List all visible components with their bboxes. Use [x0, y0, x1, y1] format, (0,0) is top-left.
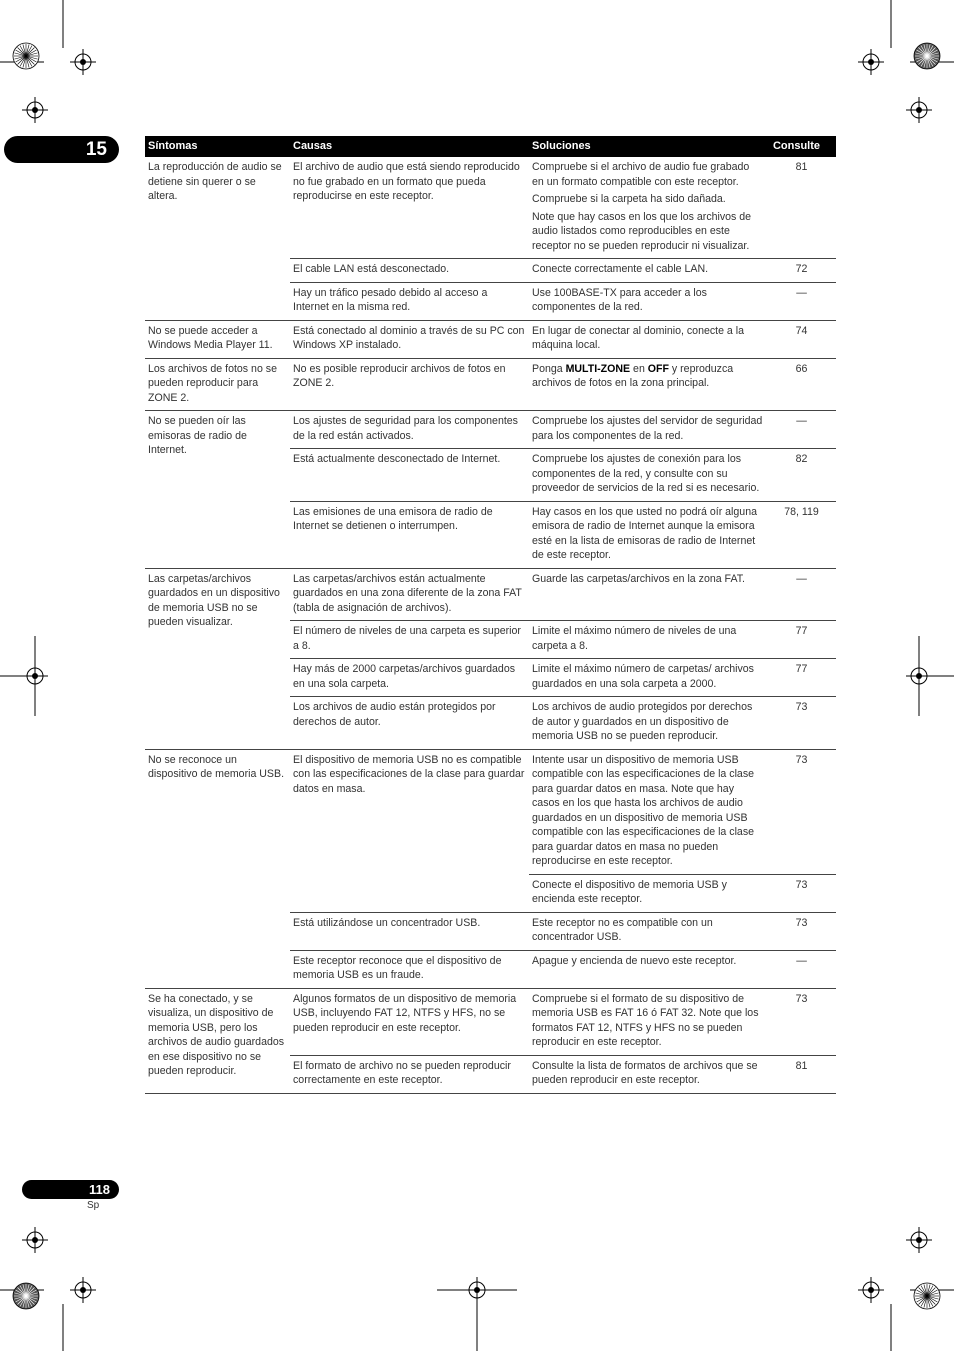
- cause-cell: No es posible reproducir archivos de fotos en ZONE 2.: [290, 358, 529, 411]
- cause-cell: Las carpetas/archivos están actualmente guardados en una zona diferente de la zona FAT (tabla de asignación de archivos).: [290, 568, 529, 621]
- solution-cell: Use 100BASE-TX para acceder a los componentes de la red.: [529, 282, 767, 320]
- cause-cell: Algunos formatos de un dispositivo de memoria USB, incluyendo FAT 12, NTFS y HFS, no se pueden reproducir en este receptor.: [290, 988, 529, 1055]
- ref-cell: 81: [767, 157, 836, 259]
- language-code: Sp: [87, 1200, 100, 1211]
- cause-cell: Hay un tráfico pesado debido al acceso a Internet en la misma red.: [290, 282, 529, 320]
- ref-cell: 77: [767, 659, 836, 697]
- ref-cell: 78, 119: [767, 501, 836, 568]
- solution-cell: Apague y encienda de nuevo este receptor.: [529, 950, 767, 988]
- cause-cell: Los archivos de audio están protegidos por derechos de autor.: [290, 697, 529, 750]
- cause-cell: El dispositivo de memoria USB no es compatible con las especificaciones de la clase para guardar datos en masa.: [290, 749, 529, 912]
- cause-cell: Está conectado al dominio a través de su PC con Windows XP instalado.: [290, 320, 529, 358]
- solution-cell: Compruebe si el formato de su dispositivo de memoria USB es FAT 16 ó FAT 32. Note que los formatos FAT 12, NTFS y HFS no se pueden reproducir en este receptor.: [529, 988, 767, 1055]
- table-header-row: [145, 136, 836, 157]
- solution-cell: Conecte el dispositivo de memoria USB y encienda este receptor.: [529, 874, 767, 912]
- table-row: [145, 749, 836, 874]
- ref-cell: —: [767, 950, 836, 988]
- table-row: [145, 358, 836, 411]
- solution-cell: Limite el máximo número de carpetas/ archivos guardados en una sola carpeta a 2000.: [529, 659, 767, 697]
- ref-cell: —: [767, 568, 836, 621]
- header-solution: Soluciones: [529, 136, 767, 157]
- table-row: [145, 320, 836, 358]
- ref-cell: 73: [767, 697, 836, 750]
- solution-cell: Intente usar un dispositivo de memoria USB compatible con las especificaciones de la clase para guardar datos en masa. Note que hay casos en los que hasta los archivos de audio guardados en un dispositivo de memoria USB compatible con las especificaciones de la clase para guardar datos en masa no pueden reproducirse en este receptor.: [529, 749, 767, 874]
- solution-cell: Compruebe los ajustes de conexión para los componentes de la red, y consulte con su proveedor de servicios de la red si es necesario.: [529, 449, 767, 502]
- ref-cell: 73: [767, 912, 836, 950]
- cause-cell: El formato de archivo no se pueden reproducir correctamente en este receptor.: [290, 1055, 529, 1093]
- symptom-cell: No se pueden oír las emisoras de radio de Internet.: [145, 411, 290, 569]
- ref-cell: 74: [767, 320, 836, 358]
- cause-cell: Está utilizándose un concentrador USB.: [290, 912, 529, 950]
- cause-cell: El cable LAN está desconectado.: [290, 259, 529, 283]
- ref-cell: 81: [767, 1055, 836, 1093]
- symptom-cell: La reproducción de audio se detiene sin querer o se altera.: [145, 157, 290, 320]
- header-ref: Consulte: [767, 136, 836, 157]
- ref-cell: 66: [767, 358, 836, 411]
- table-row: [145, 157, 836, 191]
- cause-cell: Las emisiones de una emisora de radio de Internet se detienen o interrumpen.: [290, 501, 529, 568]
- solution-text: Ponga: [532, 362, 566, 375]
- cause-cell: Está actualmente desconectado de Internet.: [290, 449, 529, 502]
- setting-name: MULTI-ZONE: [565, 362, 631, 375]
- solution-cell: Limite el máximo número de niveles de una carpeta a 8.: [529, 621, 767, 659]
- table-row: [145, 988, 836, 1055]
- ref-cell: 73: [767, 749, 836, 874]
- solution-text: en: [630, 362, 648, 375]
- table-row: [145, 411, 836, 449]
- troubleshooting-table: [145, 136, 836, 1094]
- solution-cell: Guarde las carpetas/archivos en la zona FAT.: [529, 568, 767, 621]
- solution-cell: Los archivos de audio protegidos por derechos de autor y guardados en un dispositivo de memoria USB no se pueden reproducir.: [529, 697, 767, 750]
- page-number-tab: 118: [22, 1180, 119, 1199]
- cause-cell: El archivo de audio que está siendo reproducido no fue grabado en un formato que pueda reproducirse en este receptor.: [290, 157, 529, 259]
- symptom-cell: Los archivos de fotos no se pueden reproducir para ZONE 2.: [145, 358, 290, 411]
- cause-cell: Los ajustes de seguridad para los componentes de la red están activados.: [290, 411, 529, 449]
- solution-cell: [529, 358, 767, 411]
- ref-cell: 73: [767, 874, 836, 912]
- table-row: [145, 568, 836, 621]
- solution-cell: Note que hay casos en los que los archivos de audio listados como reproducibles en este receptor no se pueden reproducir ni visualizar.: [529, 209, 767, 259]
- symptom-cell: No se reconoce un dispositivo de memoria USB.: [145, 749, 290, 988]
- header-cause: Causas: [290, 136, 529, 157]
- solution-cell: En lugar de conectar al dominio, conecte a la máquina local.: [529, 320, 767, 358]
- solution-cell: Compruebe si la carpeta ha sido dañada.: [532, 193, 726, 205]
- symptom-cell: Se ha conectado, y se visualiza, un dispositivo de memoria USB, pero los archivos de audio guardados en ese dispositivo no se pueden reproducir.: [145, 988, 290, 1093]
- setting-value: OFF: [647, 362, 669, 375]
- solution-text: y reproduzca archivos de fotos en la zona principal.: [532, 362, 734, 389]
- ref-cell: —: [767, 282, 836, 320]
- header-symptom: Síntomas: [145, 136, 290, 157]
- symptom-cell: No se puede acceder a Windows Media Player 11.: [145, 320, 290, 358]
- cause-cell: El número de niveles de una carpeta es superior a 8.: [290, 621, 529, 659]
- solution-cell: Compruebe si el archivo de audio fue grabado en un formato compatible con este receptor.: [532, 161, 750, 188]
- cause-cell: Hay más de 2000 carpetas/archivos guardados en una sola carpeta.: [290, 659, 529, 697]
- ref-cell: —: [767, 411, 836, 449]
- ref-cell: 72: [767, 259, 836, 283]
- ref-cell: 77: [767, 621, 836, 659]
- solution-cell: Este receptor no es compatible con un concentrador USB.: [529, 912, 767, 950]
- cause-cell: Este receptor reconoce que el dispositivo de memoria USB es un fraude.: [290, 950, 529, 988]
- ref-cell: 82: [767, 449, 836, 502]
- chapter-number-tab: 15: [4, 136, 119, 163]
- solution-cell: Compruebe los ajustes del servidor de seguridad para los componentes de la red.: [529, 411, 767, 449]
- symptom-cell: Las carpetas/archivos guardados en un dispositivo de memoria USB no se pueden visualizar.: [145, 568, 290, 749]
- solution-cell: Hay casos en los que usted no podrá oír alguna emisora de radio de Internet aunque la emisora esté en la lista de emisoras de radio de Internet de este receptor.: [529, 501, 767, 568]
- ref-cell: 73: [767, 988, 836, 1055]
- solution-cell: Conecte correctamente el cable LAN.: [529, 259, 767, 283]
- solution-cell: Consulte la lista de formatos de archivos que se pueden reproducir en este receptor.: [529, 1055, 767, 1093]
